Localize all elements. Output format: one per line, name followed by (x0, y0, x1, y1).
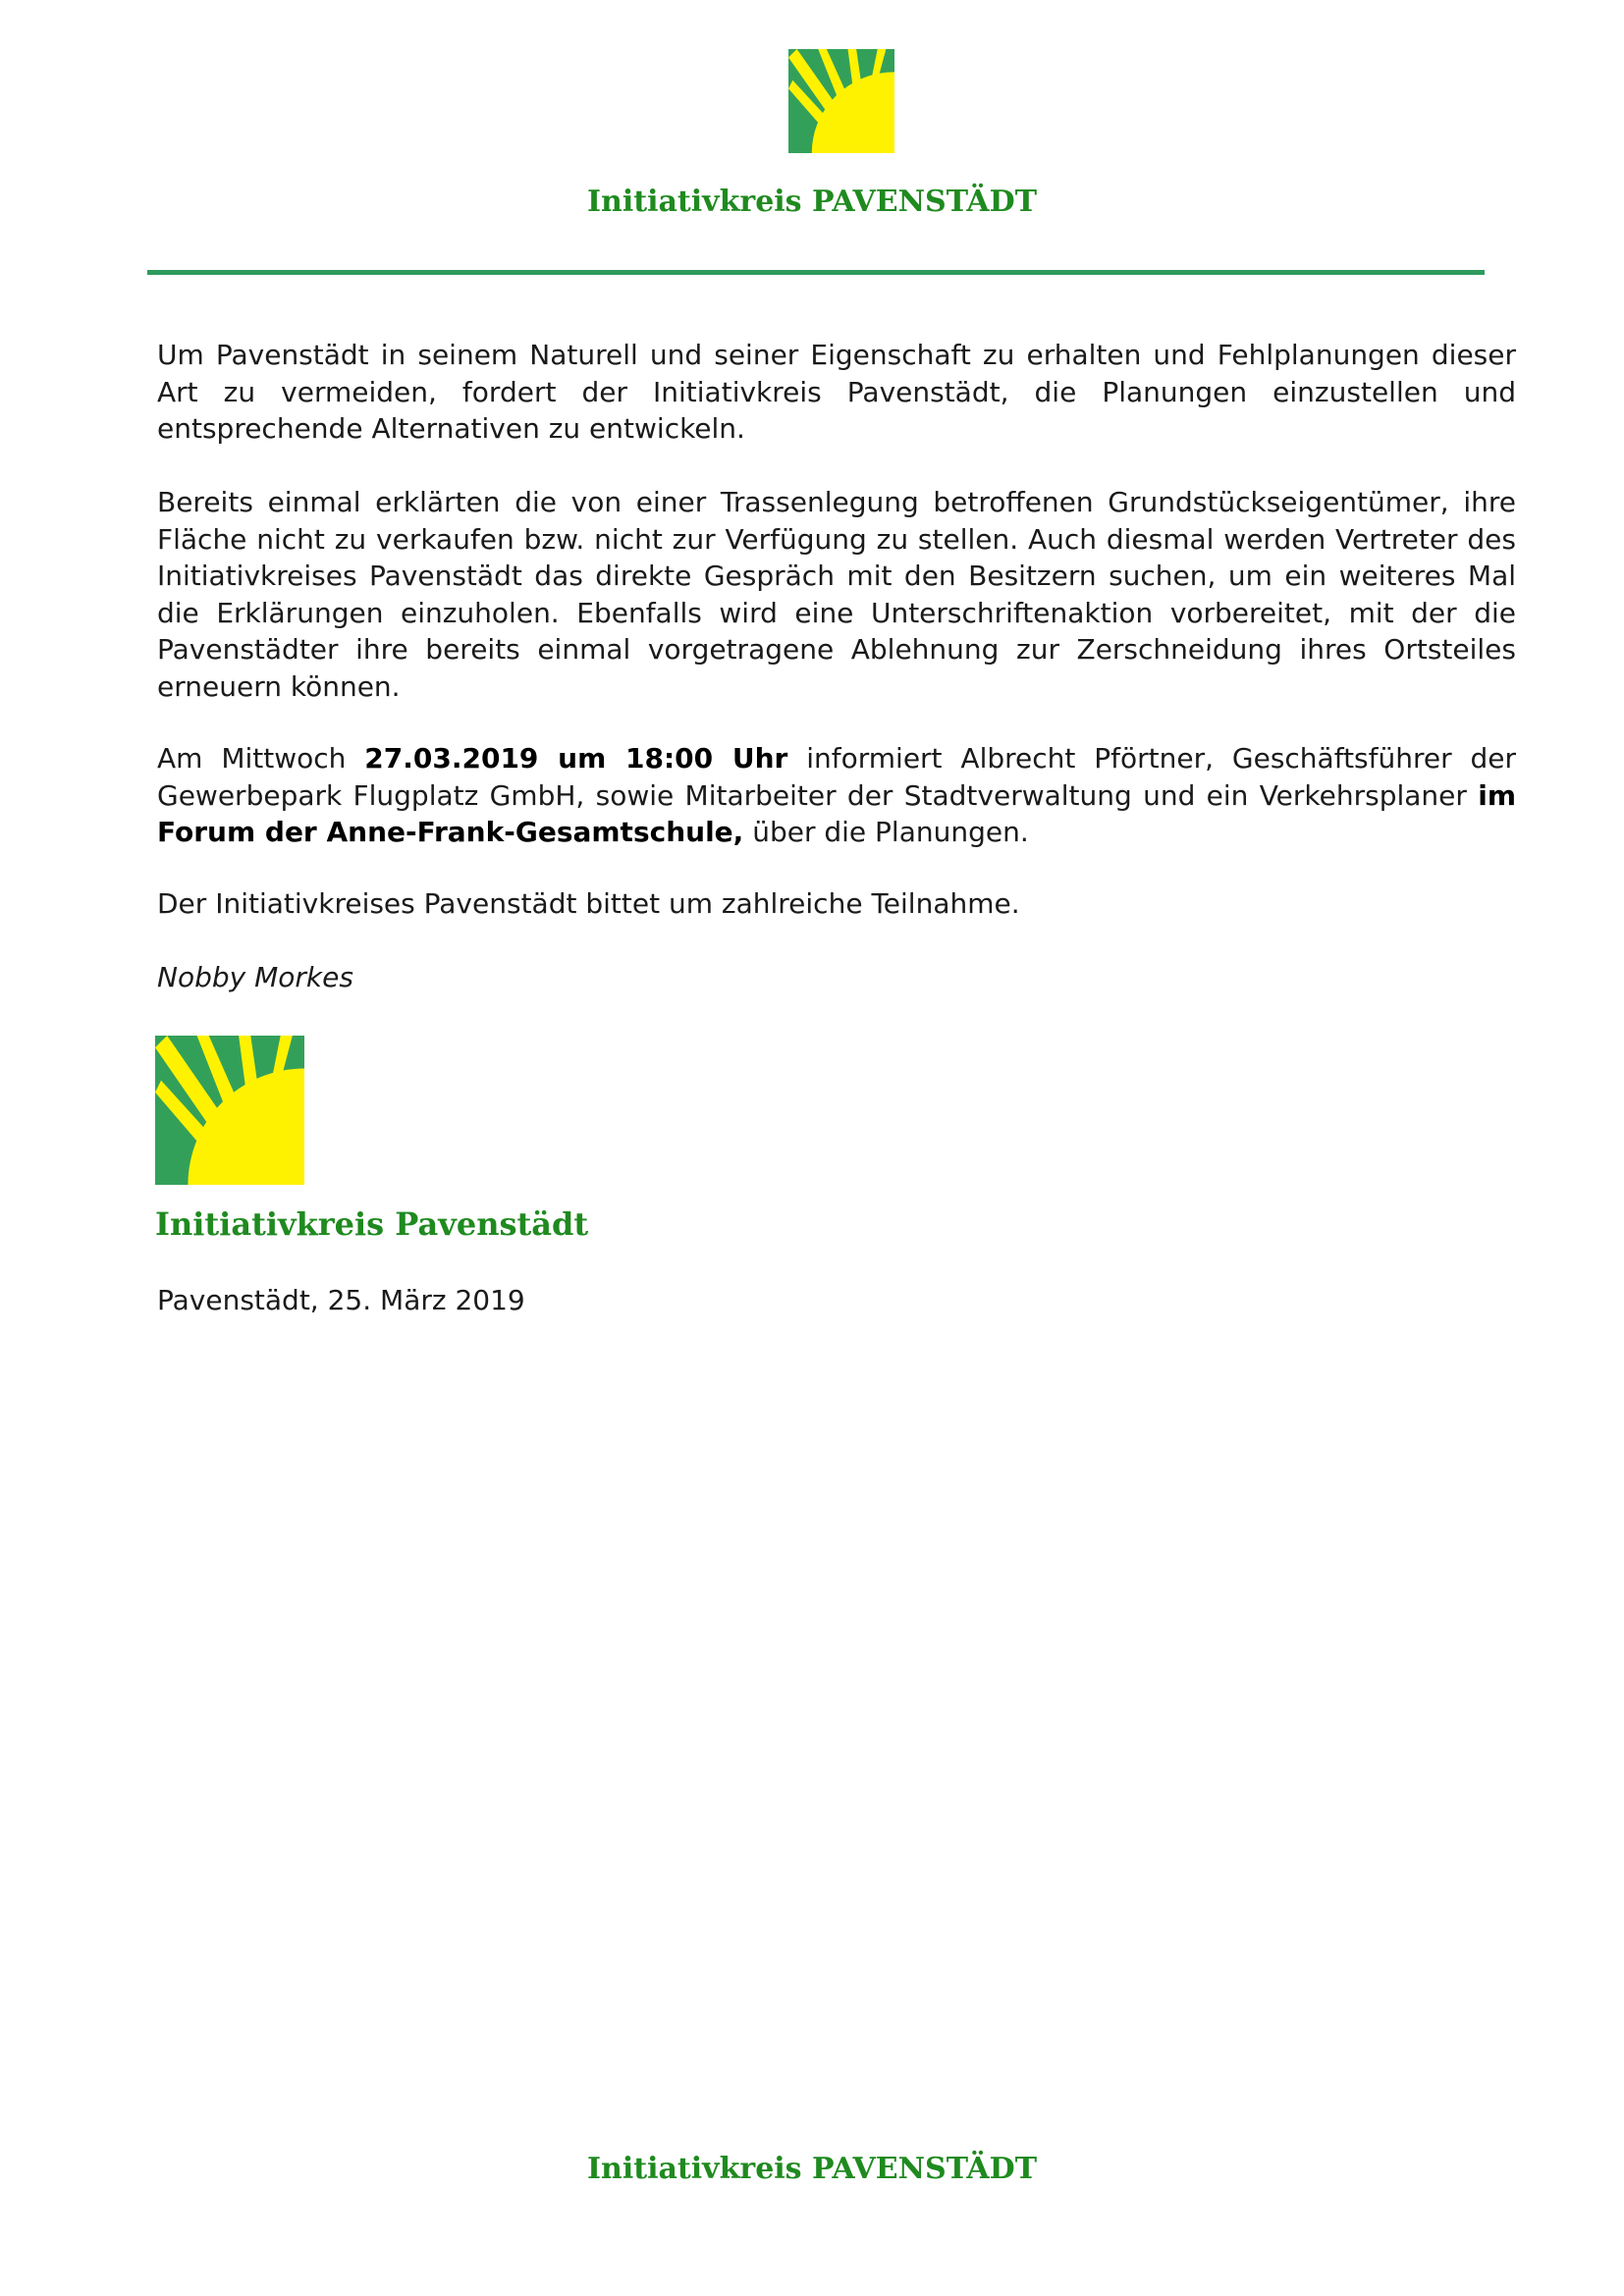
sun-logo-icon (155, 1036, 304, 1185)
paragraph-2: Bereits einmal erklärten die von einer Trassenlegung betroffenen Grundstückseigentümer, ihre Fläche nicht zu verkaufen bzw. nicht zur Verfügung zu stellen. Auch diesmal werden Vertreter des Initiativkreises Pavenstädt das direkte Gespräch mit den Besitzern suchen, um ein weiteres Mal die Erklärungen einzuholen. Ebenfalls wird eine Unterschriftenaktion vorbereitet, mit der die Pavenstädter ihre bereits einmal vorgetragene Ablehnung zur Zerschneidung ihres Ortsteiles erneuern können. (157, 486, 1516, 703)
paragraph-3-middle: informiert Albrecht Pförtner, Geschäftsführer der Gewerbepark Flugplatz GmbH, sowie Mitarbeiter der Stadtverwaltung und ein Verkehrsplaner (157, 742, 1517, 812)
paragraph-3-intro: Am Mittwoch (157, 742, 365, 774)
paragraph-3-end: über die Planungen. (743, 816, 1029, 848)
signature-organization: Initiativkreis Pavenstädt (155, 1205, 589, 1243)
paragraph-4: Der Initiativkreises Pavenstädt bittet um zahlreiche Teilnahme. (157, 887, 1020, 920)
place-date: Pavenstädt, 25. März 2019 (157, 1284, 525, 1316)
footer-title: Initiativkreis PAVENSTÄDT (586, 2152, 1038, 2186)
event-datetime: 27.03.2019 um 18:00 Uhr (364, 742, 788, 774)
paragraph-3 (157, 740, 1516, 851)
header-title: Initiativkreis PAVENSTÄDT (586, 185, 1038, 219)
paragraph-1: Um Pavenstädt in seinem Naturell und seiner Eigenschaft zu erhalten und Fehlplanungen dieser Art zu vermeiden, fordert der Initiativkreis Pavenstädt, die Planungen einzustellen und entsprechende Alternativen zu entwickeln. (157, 339, 1516, 445)
event-venue: im Forum der Anne-Frank-Gesamtschule, (157, 778, 1516, 848)
sun-logo-icon (788, 49, 894, 153)
header-divider (147, 270, 1485, 275)
author-name: Nobby Morkes (157, 961, 353, 993)
